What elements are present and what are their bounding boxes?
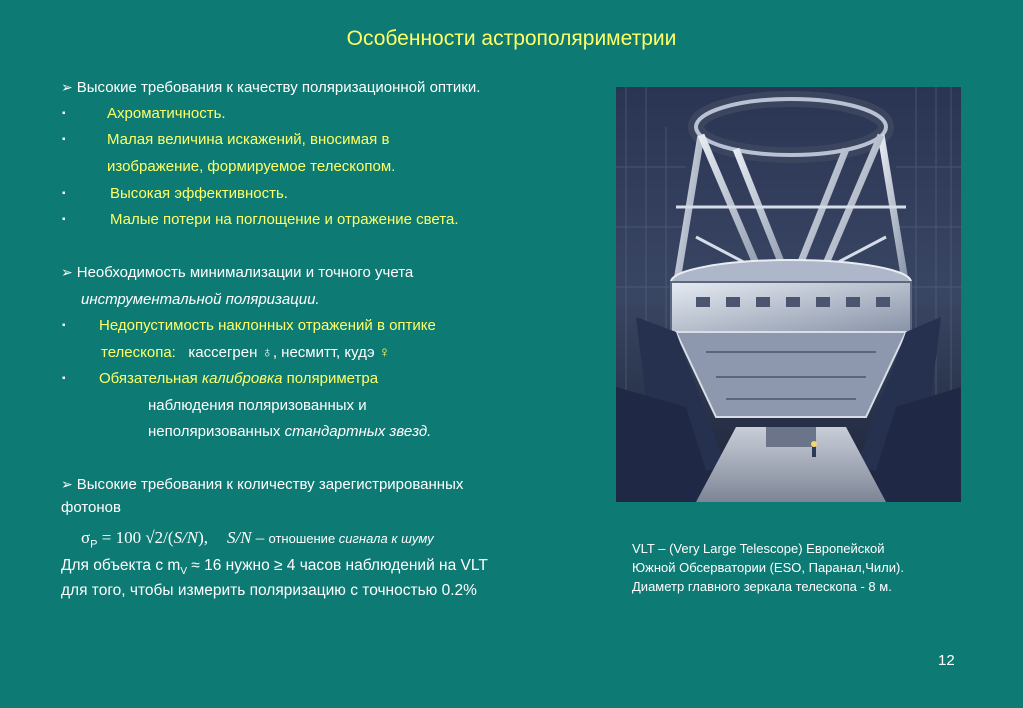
formula-ratio-label: отношение [268, 531, 339, 546]
section2-heading-line1: Необходимость минимализации и точного учета [76, 264, 414, 281]
section1-item-distortion-line2: изображение, формируемое телескопом. [107, 158, 396, 175]
section3-heading-row [61, 476, 576, 493]
caption-line2: Южной Обсерватории (ESO, Паранал,Чили). [632, 560, 904, 575]
section2-item1-line1: Недопустимость наклонных отражений в оптике [99, 317, 436, 334]
sigma-formula [81, 528, 434, 550]
cassegrain-symbol-icon: ♁ [261, 344, 273, 361]
vlt-telescope-photo [616, 87, 961, 502]
arrow-bullet-icon: ➢ [61, 264, 73, 280]
section2-heading-line2: инструментальной поляризации. [81, 291, 320, 308]
square-bullet-icon: ▪ [62, 134, 66, 145]
arrow-bullet-icon: ➢ [61, 79, 73, 95]
unpolarized-label: неполяризованных [148, 423, 281, 440]
formula-close: ), [198, 528, 209, 547]
section3-heading-line2: фотонов [61, 499, 121, 516]
section2-item2-line2: наблюдения поляризованных и [148, 397, 367, 414]
hours-vlt-label: ≈ 16 нужно ≥ 4 часов наблюдений на VLT [186, 557, 488, 574]
sigma-symbol: σ [81, 528, 91, 547]
caption-line3: Диаметр главного зеркала телескопа - 8 м. [632, 579, 892, 594]
formula-sn: S/N [173, 528, 199, 547]
section1-item-efficiency: Высокая эффективность. [110, 185, 288, 202]
coude-symbol-icon: ♀ [378, 344, 391, 361]
section3-text-line2: для того, чтобы измерить поляризацию с точностью 0.2% [61, 582, 477, 599]
mag-subscript: V [180, 566, 187, 578]
section1-item-losses: Малые потери на поглощение и отражение света. [110, 211, 459, 228]
nasmyth-coude-label: , несмитт, кудэ [272, 344, 375, 361]
caption-line1: VLT – (Very Large Telescope) Европейской [632, 541, 885, 556]
section1-heading: Высокие требования к качеству поляризационной оптики. [76, 79, 481, 96]
slide-title: Особенности астрополяриметрии [346, 27, 677, 50]
sigma-subscript: P [90, 538, 98, 551]
square-bullet-icon: ▪ [62, 188, 66, 199]
arrow-bullet-icon: ➢ [61, 476, 73, 492]
square-bullet-icon: ▪ [62, 320, 66, 331]
cassegrain-label: кассегрен [188, 344, 258, 361]
standard-stars-label: стандартных звезд. [284, 423, 432, 440]
mandatory-label: Обязательная [99, 370, 198, 387]
section3-heading-line1: Высокие требования к количеству зарегистрированных [76, 476, 464, 493]
page-number: 12 [938, 652, 955, 669]
section1-item-achromatic: Ахроматичность. [107, 105, 226, 122]
formula-body: = 100 √2/( [97, 528, 174, 547]
calibration-label: калибровка [201, 370, 283, 387]
square-bullet-icon: ▪ [62, 373, 66, 384]
section1-item-distortion-line1: Малая величина искажений, вносимая в [107, 131, 390, 148]
formula-sn-label: S/N [226, 528, 252, 547]
object-mag-label: Для объекта с m [61, 557, 181, 574]
section2-heading-row [61, 264, 413, 281]
section2-item1-line2 [101, 344, 390, 361]
formula-dash: – [251, 528, 269, 547]
section1-heading-row [61, 79, 480, 96]
polarimeter-label: поляриметра [286, 370, 379, 387]
square-bullet-icon: ▪ [62, 108, 66, 119]
square-bullet-icon: ▪ [62, 214, 66, 225]
section2-item2-line1 [99, 370, 378, 387]
section2-item2-line3 [148, 423, 431, 440]
section3-text-line1 [61, 557, 488, 577]
formula-signal-noise: сигнала к шуму [338, 531, 434, 546]
telescope-label: телескопа: [101, 344, 176, 361]
